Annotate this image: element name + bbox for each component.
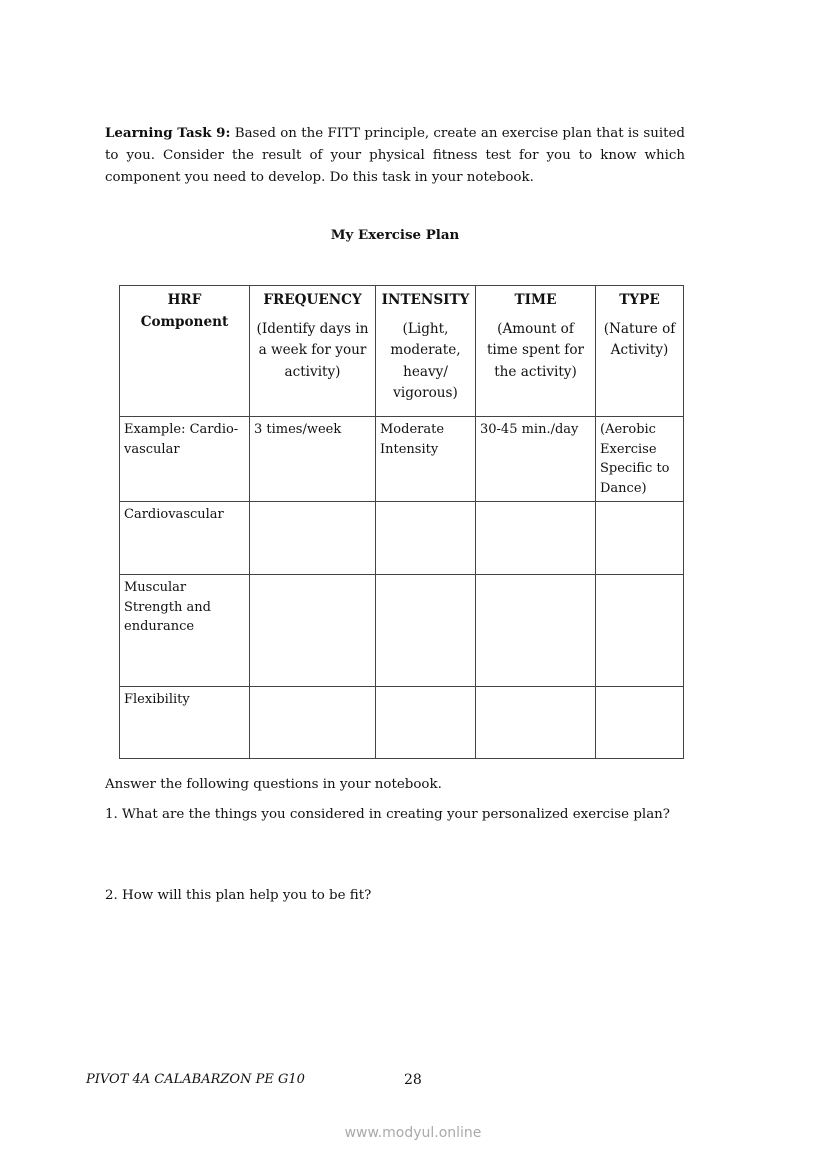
header-type: TYPE (Nature of Activity) [596, 286, 684, 417]
header-frequency: FREQUENCY (Identify days in a week for your activity) [250, 286, 376, 417]
cell-frequency [250, 502, 376, 575]
cell-time [476, 575, 596, 687]
exercise-plan-table [119, 285, 684, 759]
table-row [120, 417, 684, 502]
task-text: Based on the FITT principle, create an exercise plan that is suited to you. Consider the result of your physical fitness test for you to know which component you need to develop. Do this task in your notebook. [105, 126, 685, 185]
table-row [120, 502, 684, 575]
cell-intensity [376, 687, 476, 759]
cell-time [476, 502, 596, 575]
question-1: 1. What are the things you considered in creating your personalized exercise plan? [105, 807, 670, 822]
cell-type: (Aerobic Exercise Specific to Dance) [596, 417, 684, 502]
cell-frequency [250, 575, 376, 687]
cell-time [476, 687, 596, 759]
cell-intensity [376, 575, 476, 687]
header-intensity: INTENSITY (Light, moderate, heavy/ vigorous) [376, 286, 476, 417]
task-instructions [105, 122, 685, 189]
table-title: My Exercise Plan [330, 227, 460, 243]
cell-frequency [250, 687, 376, 759]
cell-component: Cardiovascular [120, 502, 250, 575]
task-label: Learning Task 9: [105, 125, 231, 141]
page-number: 28 [404, 1072, 422, 1088]
cell-intensity: Moderate Intensity [376, 417, 476, 502]
cell-type [596, 687, 684, 759]
questions-intro: Answer the following questions in your notebook. [105, 777, 442, 792]
table-header-row [120, 286, 684, 417]
cell-component: Flexibility [120, 687, 250, 759]
cell-component: Example: Cardio-vascular [120, 417, 250, 502]
cell-type [596, 502, 684, 575]
cell-component: Muscular Strength and endurance [120, 575, 250, 687]
cell-type [596, 575, 684, 687]
table-row [120, 575, 684, 687]
footer-title: PIVOT 4A CALABARZON PE G10 [86, 1072, 305, 1087]
header-hrf: HRF Component [120, 286, 250, 417]
cell-frequency: 3 times/week [250, 417, 376, 502]
table-row [120, 687, 684, 759]
question-2: 2. How will this plan help you to be fit? [105, 888, 372, 903]
watermark-text: www.modyul.online [344, 1125, 482, 1141]
header-time: TIME (Amount of time spent for the activity) [476, 286, 596, 417]
cell-intensity [376, 502, 476, 575]
cell-time: 30-45 min./day [476, 417, 596, 502]
